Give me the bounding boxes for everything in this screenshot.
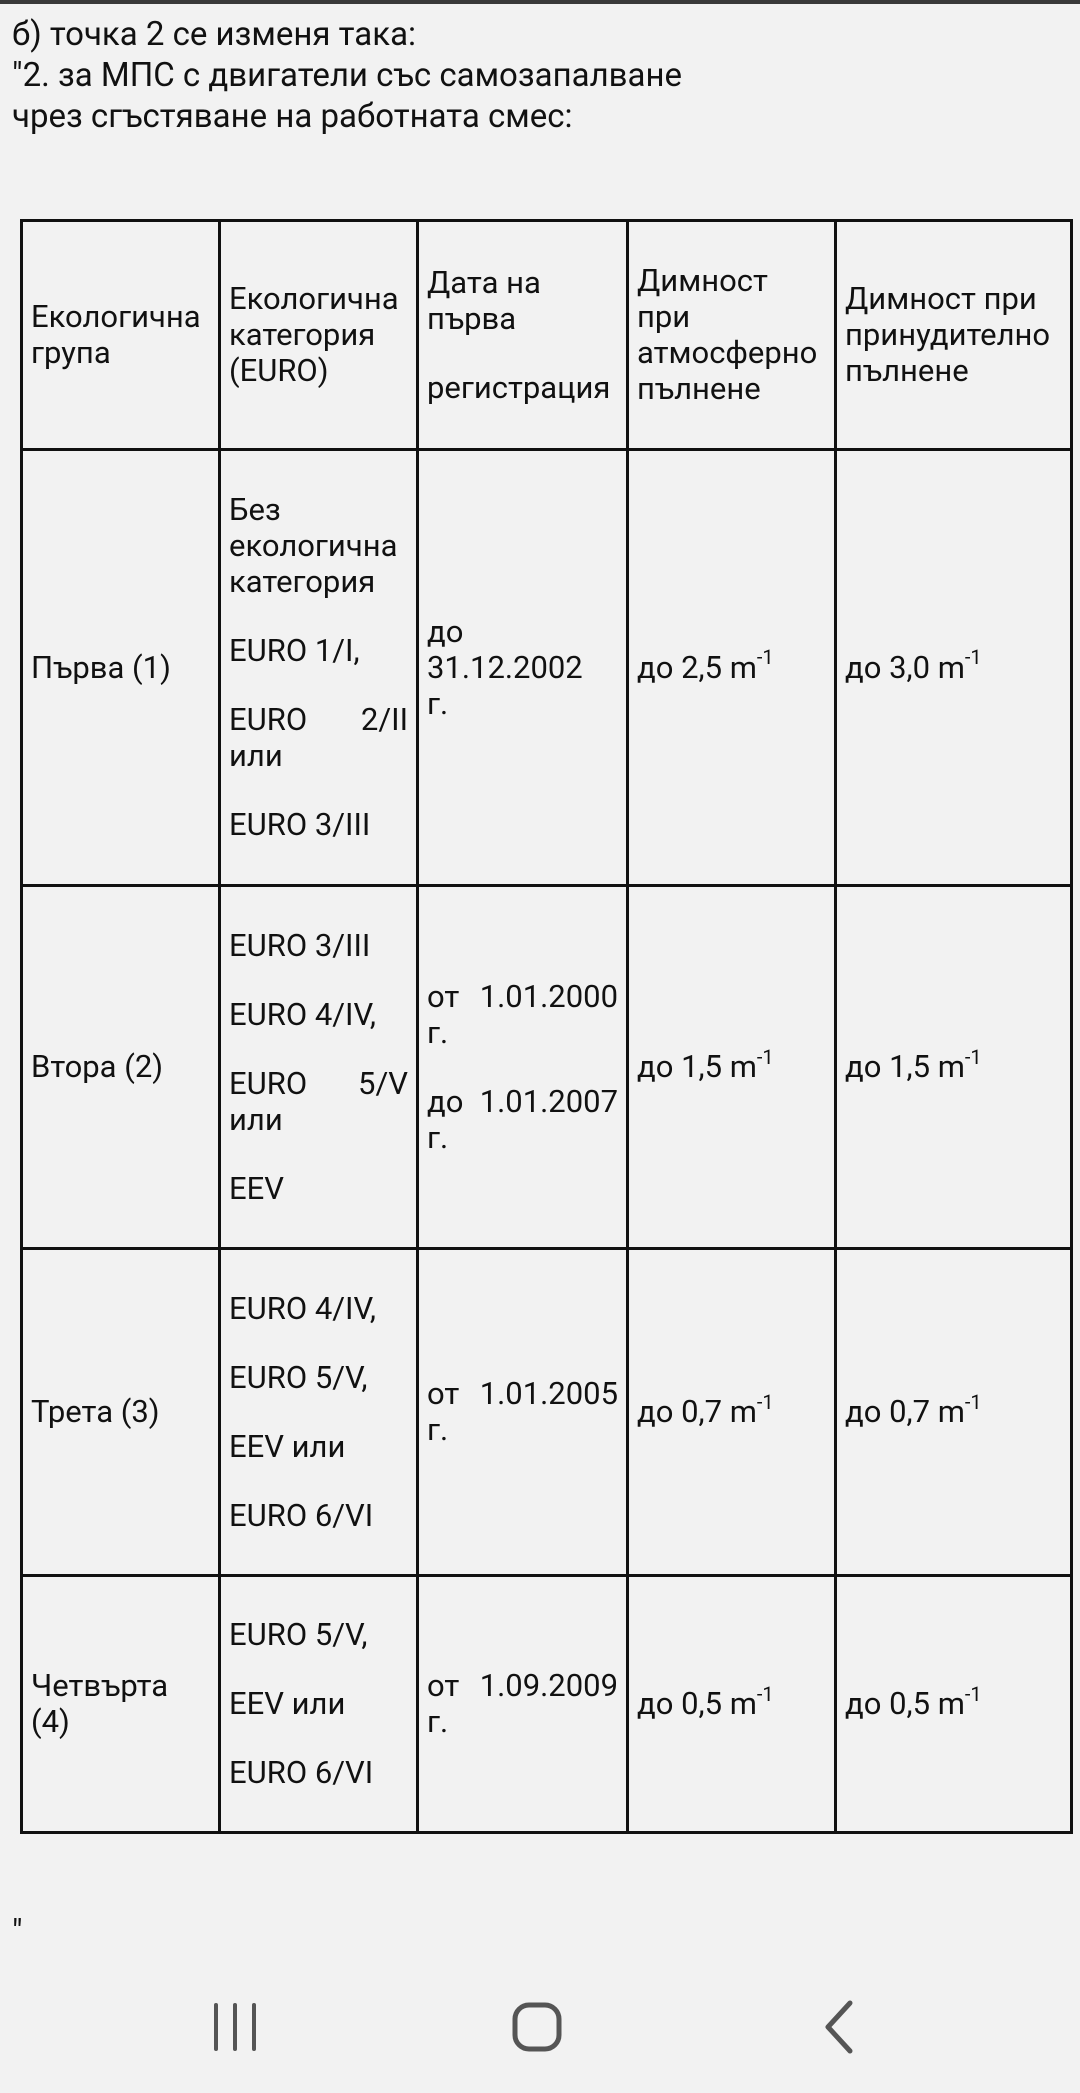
cell-date: от 1.09.2009 г. (418, 1576, 628, 1833)
cell-group: Трета (3) (22, 1249, 220, 1576)
cell-atmospheric: до 0,5 $m^{-1}$ (628, 1576, 836, 1833)
cell-date: от 1.01.2000 г. до 1.01.2007 г. (418, 886, 628, 1249)
status-bar-edge (0, 0, 1080, 4)
cell-forced: до 0,5 $m^{-1}$ (836, 1576, 1072, 1833)
cell-category: EURO 3/III EURO 4/IV, EURO 5/V или EEV (220, 886, 418, 1249)
header-atmospheric: Димност при атмосферно пълнене (628, 221, 836, 450)
table-header-row (22, 221, 1072, 450)
header-date: Дата на първа регистрация (418, 221, 628, 450)
header-forced: Димност при принудително пълнене (836, 221, 1072, 450)
home-icon (512, 2002, 562, 2052)
back-icon (820, 1999, 860, 2055)
cell-category: EURO 5/V, EEV или EURO 6/VI (220, 1576, 418, 1833)
cell-atmospheric: до 0,7 $m^{-1}$ (628, 1249, 836, 1576)
recent-apps-button[interactable] (165, 1960, 305, 2093)
table-row (22, 1576, 1072, 1833)
table-row (22, 450, 1072, 886)
cell-date: до 31.12.2002 г. (418, 450, 628, 886)
table-row (22, 886, 1072, 1249)
ecology-table (20, 219, 1073, 1834)
header-category: Екологична категория (EURO) (220, 221, 418, 450)
cell-date: от 1.01.2005 г. (418, 1249, 628, 1576)
closing-quote: " (12, 1913, 23, 1952)
intro-line-3: чрез сгъстяване на работната смес: (12, 97, 573, 136)
cell-atmospheric: до 1,5 $m^{-1}$ (628, 886, 836, 1249)
cell-atmospheric: до 2,5 $m^{-1}$ (628, 450, 836, 886)
cell-forced: до 0,7 $m^{-1}$ (836, 1249, 1072, 1576)
recent-apps-icon (210, 2001, 260, 2053)
intro-line-2: "2. за МПС с двигатели със самозапалване (12, 56, 683, 95)
home-button[interactable] (467, 1960, 607, 2093)
back-button[interactable] (770, 1960, 910, 2093)
cell-forced: до 3,0 $m^{-1}$ (836, 450, 1072, 886)
table-row (22, 1249, 1072, 1576)
cell-category: Без екологична категория EURO 1/I, EURO 2/II или EURO 3/III (220, 450, 418, 886)
cell-category: EURO 4/IV, EURO 5/V, EEV или EURO 6/VI (220, 1249, 418, 1576)
navigation-bar (0, 1960, 1080, 2093)
intro-line-1: б) точка 2 се изменя така: (12, 15, 417, 54)
cell-group: Първа (1) (22, 450, 220, 886)
cell-group: Втора (2) (22, 886, 220, 1249)
header-group: Екологична група (22, 221, 220, 450)
intro-text (12, 14, 682, 137)
cell-group: Четвърта (4) (22, 1576, 220, 1833)
cell-forced: до 1,5 $m^{-1}$ (836, 886, 1072, 1249)
